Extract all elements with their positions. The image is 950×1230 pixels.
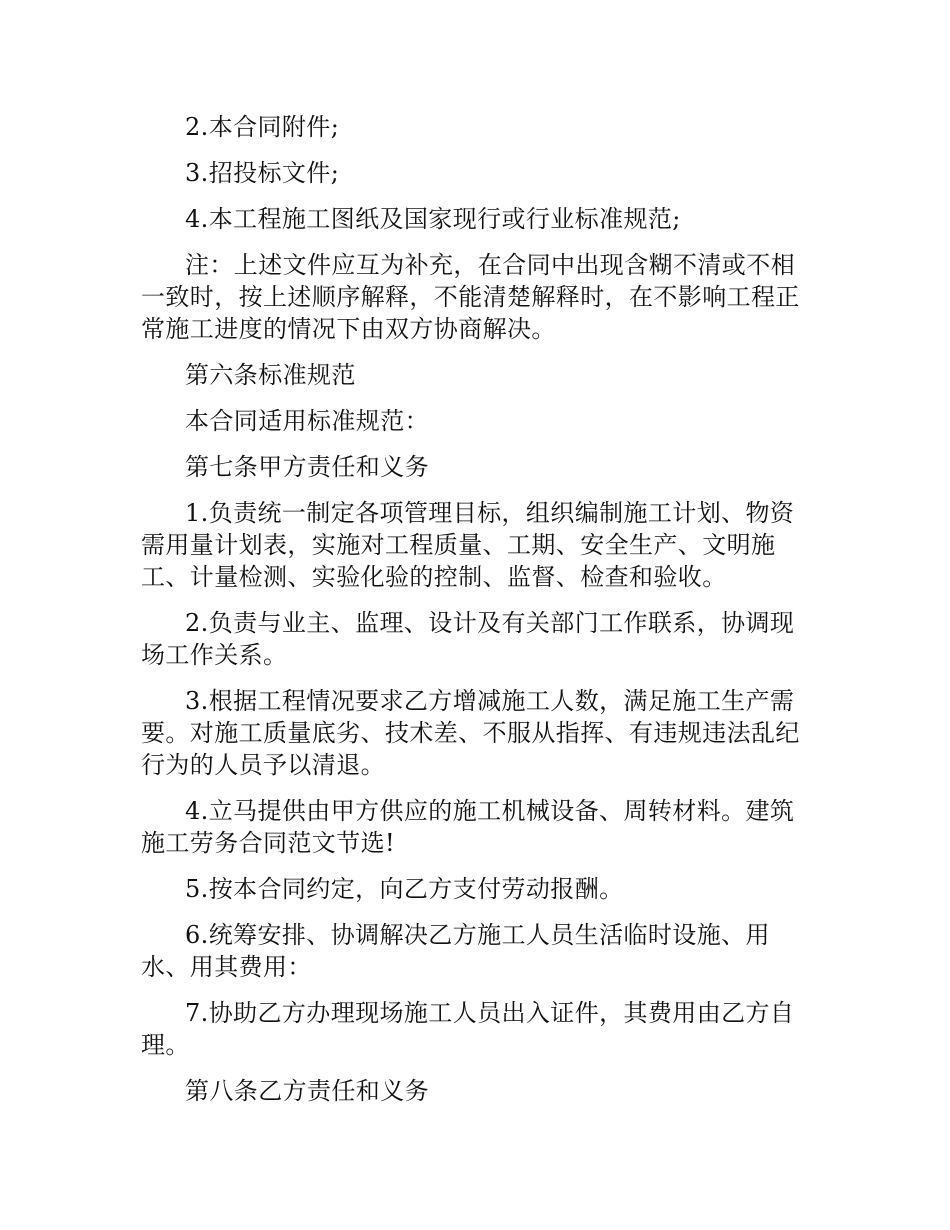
- paragraph-party-a-item-6: 6.统筹安排、协调解决乙方施工人员生活临时设施、用水、用其费用：: [141, 921, 770, 981]
- heading-article-8: 第八条乙方责任和义务: [185, 1077, 429, 1105]
- paragraph-party-a-item-7: 7.协助乙方办理现场施工人员出入证件，其费用由乙方自理。: [141, 999, 795, 1059]
- paragraph-tender-docs: 3.招投标文件;: [185, 159, 340, 187]
- paragraph-note: 注：上述文件应互为补充，在合同中出现含糊不清或不相一致时，按上述顺序解释，不能清楚解释时，在不影响工程正常施工进度的情况下由双方协商解决。: [141, 251, 800, 343]
- document-body: [141, 111, 813, 1121]
- paragraph-drawings-standards: 4.本工程施工图纸及国家现行或行业标准规范;: [185, 205, 681, 233]
- paragraph-applicable-standards: 本合同适用标准规范：: [185, 407, 429, 435]
- heading-article-7: 第七条甲方责任和义务: [185, 453, 429, 481]
- paragraph-attachment: 2.本合同附件;: [185, 113, 340, 141]
- paragraph-party-a-item-4: 4.立马提供由甲方供应的施工机械设备、周转材料。建筑施工劳务合同范文节选!: [141, 797, 795, 857]
- paragraph-party-a-item-1: 1.负责统一制定各项管理目标，组织编制施工计划、物资需用量计划表，实施对工程质量、工期、安全生产、文明施工、计量检测、实验化验的控制、监督、检查和验收。: [141, 499, 795, 591]
- paragraph-party-a-item-2: 2.负责与业主、监理、设计及有关部门工作联系，协调现场工作关系。: [141, 609, 795, 669]
- paragraph-party-a-item-3: 3.根据工程情况要求乙方增减施工人数，满足施工生产需要。对施工质量底劣、技术差、不服从指挥、有违规违法乱纪行为的人员予以清退。: [141, 687, 800, 779]
- heading-article-6: 第六条标准规范: [185, 361, 356, 389]
- paragraph-party-a-item-5: 5.按本合同约定，向乙方支付劳动报酬。: [185, 875, 624, 903]
